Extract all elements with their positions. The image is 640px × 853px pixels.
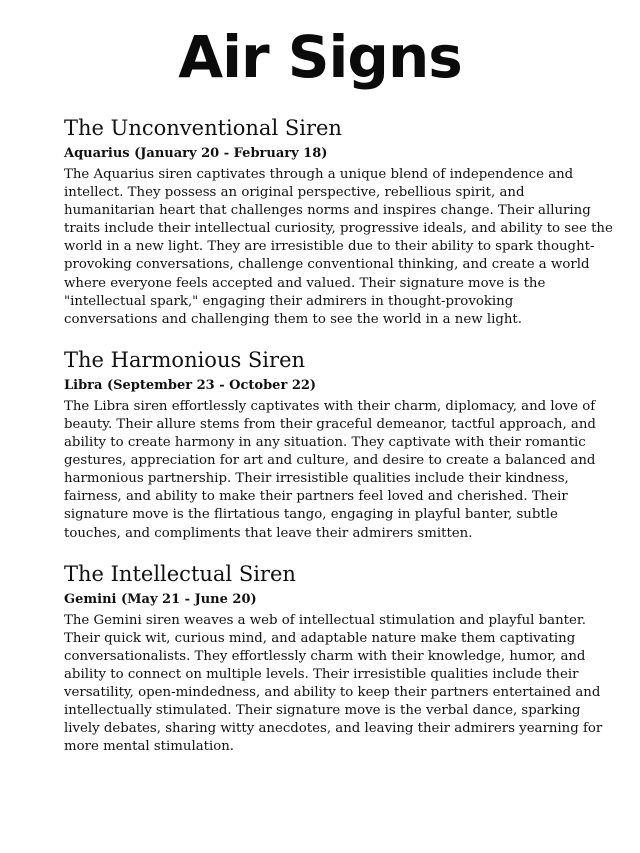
sign-dates: Gemini (May 21 - June 20) — [64, 591, 257, 607]
section-paragraph — [64, 166, 613, 329]
section-paragraph — [64, 612, 603, 757]
paragraph-line: conversationalists. They effortlessly charm with their knowledge, humor, and — [64, 648, 586, 664]
section-heading: The Intellectual Siren — [64, 561, 296, 586]
page-title: Air Signs — [178, 23, 462, 91]
paragraph-line: touches, and compliments that leave their admirers smitten. — [64, 525, 473, 541]
paragraph-line: where everyone feels accepted and valued. Their signature move is the — [64, 275, 546, 291]
paragraph-line: ability to create harmony in any situation. They captivate with their romantic — [64, 435, 586, 451]
section-gemini — [64, 560, 603, 757]
paragraph-line: humanitarian heart that challenges norms and inspires change. Their alluring — [64, 203, 591, 219]
paragraph-line: The Aquarius siren captivates through a unique blend of independence and — [64, 167, 574, 182]
paragraph-line: ability to connect on multiple levels. Their irresistible qualities include their — [64, 666, 579, 682]
paragraph-line: intellect. They possess an original perspective, rebellious spirit, and — [64, 185, 525, 201]
paragraph-line: harmonious partnership. Their irresistible qualities include their kindness, — [64, 471, 569, 487]
section-libra — [64, 346, 596, 543]
section-heading: The Harmonious Siren — [64, 347, 306, 372]
paragraph-line: fairness, and ability to make their partners feel loved and cherished. Their — [64, 489, 568, 505]
paragraph-line: conversations and challenging them to see the world in a new light. — [64, 311, 522, 327]
paragraph-line: Their quick wit, curious mind, and adaptable nature make them captivating — [64, 630, 576, 646]
section-heading: The Unconventional Siren — [64, 116, 342, 140]
paragraph-line: signature move is the flirtatious tango, engaging in playful banter, subtle — [64, 507, 558, 523]
paragraph-line: intellectually stimulated. Their signature move is the verbal dance, sparking — [64, 703, 581, 719]
paragraph-line: The Libra siren effortlessly captivates with their charm, diplomacy, and love of — [64, 398, 596, 414]
paragraph-line: world in a new light. They are irresistible due to their ability to spark thought- — [64, 239, 595, 255]
paragraph-line: more mental stimulation. — [64, 739, 235, 755]
paragraph-line: traits include their intellectual curiosity, progressive ideals, and ability to see the — [64, 221, 613, 237]
paragraph-line: beauty. Their allure stems from their graceful demeanor, tactful approach, and — [64, 416, 596, 432]
paragraph-line: lively debates, sharing witty anecdotes, and leaving their admirers yearning for — [64, 721, 603, 737]
paragraph-line: The Gemini siren weaves a web of intellectual stimulation and playful banter. — [64, 612, 586, 628]
paragraph-line: "intellectual spark," engaging their admirers in thought-provoking — [64, 293, 514, 309]
paragraph-line: versatility, open-mindedness, and ability to keep their partners entertained and — [64, 684, 601, 700]
section-aquarius — [64, 114, 613, 329]
section-paragraph — [64, 398, 596, 543]
sign-dates: Aquarius (January 20 - February 18) — [64, 146, 328, 161]
paragraph-line: provoking conversations, challenge conventional thinking, and create a world — [64, 257, 590, 273]
paragraph-line: gestures, appreciation for art and culture, and desire to create a balanced and — [64, 453, 596, 469]
sign-dates: Libra (September 23 - October 22) — [64, 377, 317, 393]
